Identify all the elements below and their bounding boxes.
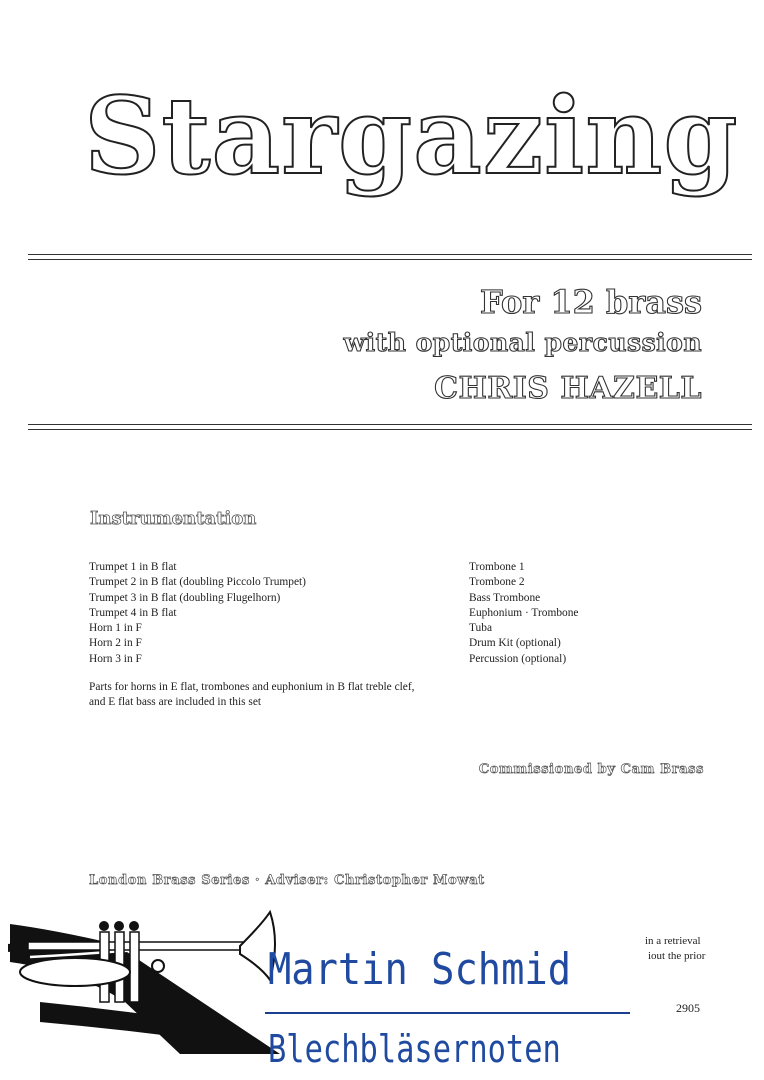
commission-credit: Commissioned by Cam Brass xyxy=(478,762,704,777)
subtitle: For 12 brass xyxy=(480,283,702,321)
trumpet-icon xyxy=(0,902,290,1062)
instrument-item: Trombone 2 xyxy=(469,576,525,589)
subtitle-percussion: with optional percussion xyxy=(343,328,702,357)
divider-bottom xyxy=(28,424,752,430)
instrument-item: Tuba xyxy=(469,622,493,635)
instrument-item: Euphonium · Trombone xyxy=(469,606,579,619)
parts-note-line: and E flat bass are included in this set xyxy=(89,696,262,709)
title: Stargazing xyxy=(84,73,739,198)
instrument-list-right xyxy=(469,560,578,667)
instrument-list-left xyxy=(89,560,306,667)
watermark-subtitle: Blechbläsernoten xyxy=(268,1027,561,1071)
watermark-divider xyxy=(265,1012,630,1014)
instrument-item: Percussion (optional) xyxy=(469,652,567,665)
instrument-item: Trumpet 3 in B flat (doubling Flugelhorn) xyxy=(89,591,281,604)
instrument-item: Drum Kit (optional) xyxy=(469,637,561,650)
copyright-fragment: in a retrieval xyxy=(645,935,701,947)
instrument-item: Trumpet 1 in B flat xyxy=(89,561,177,573)
composer: CHRIS HAZELL xyxy=(434,371,702,406)
instrument-item: Trumpet 2 in B flat (doubling Piccolo Trumpet) xyxy=(89,576,306,589)
instrument-item: Trumpet 4 in B flat xyxy=(89,606,177,619)
divider-top xyxy=(28,254,752,260)
instrument-item: Bass Trombone xyxy=(469,591,541,604)
parts-note xyxy=(89,680,415,711)
instrument-item: Horn 1 in F xyxy=(89,622,142,635)
copyright-fragment: iout the prior xyxy=(648,950,706,962)
instrument-item: Trombone 1 xyxy=(469,561,525,573)
series-credit: London Brass Series · Adviser: Christopher Mowat xyxy=(89,873,485,888)
watermark-name: Martin Schmid xyxy=(268,944,572,995)
catalogue-number: 2905 xyxy=(676,1001,700,1015)
instrument-item: Horn 2 in F xyxy=(89,637,142,650)
instrumentation-heading: Instrumentation xyxy=(90,508,257,529)
parts-note-line: Parts for horns in E flat, trombones and euphonium in B flat treble clef, xyxy=(89,681,415,693)
instrument-item: Horn 3 in F xyxy=(89,652,142,665)
